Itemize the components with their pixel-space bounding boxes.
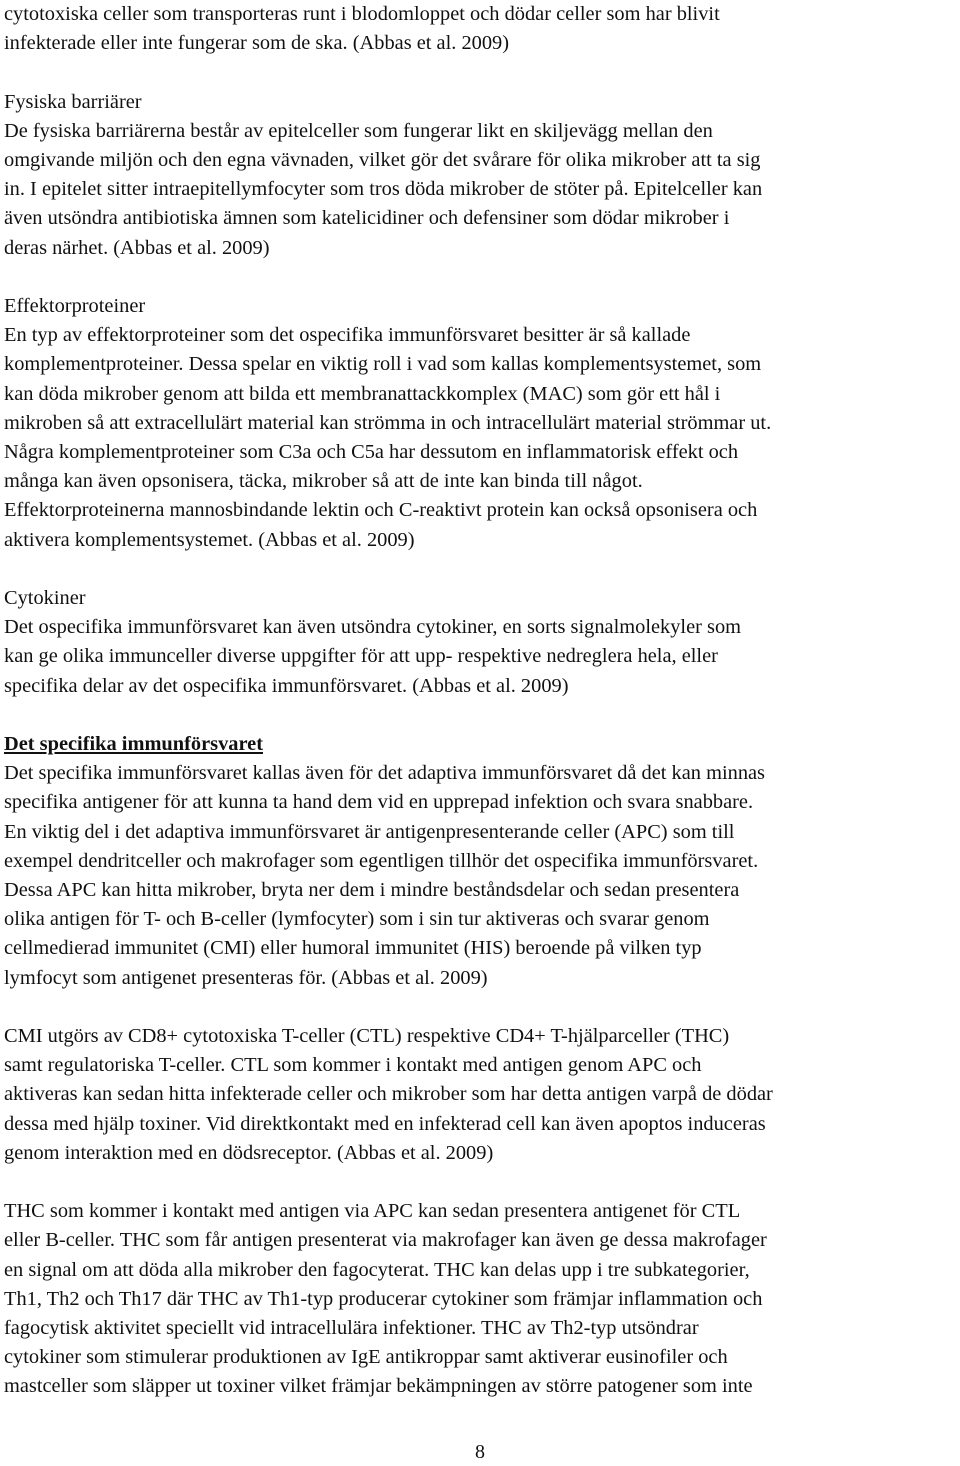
section-heading: Cytokiner: [4, 587, 86, 610]
text-line: deras närhet. (Abbas et al. 2009): [4, 236, 270, 259]
text-line: genom interaktion med en dödsreceptor. (Abbas et al. 2009): [4, 1141, 494, 1164]
text-line: mastceller som släpper ut toxiner vilket främjar bekämpningen av större patogener som inte: [4, 1375, 753, 1398]
section-heading: Effektorproteiner: [4, 295, 146, 317]
text-line: En typ av effektorproteiner som det ospecifika immunförsvaret besitter är så kallade: [4, 324, 691, 347]
text-line: omgivande miljön och den egna vävnaden, vilket gör det svårare för olika mikrober att ta sig: [4, 149, 761, 171]
text-line: fagocytisk aktivitet speciellt vid intracellulära infektioner. THC av Th2-typ utsöndrar: [4, 1317, 699, 1340]
text-line: kan döda mikrober genom att bilda ett membranattackkomplex (MAC) som gör ett hål i: [4, 382, 721, 405]
text-line: exempel dendritceller och makrofager som egentligen tillhör det ospecifika immunförsvaret.: [4, 849, 759, 872]
text-line: många kan även opsonisera, täcka, mikrober så att de inte kan binda till något.: [4, 470, 643, 493]
text-line: samt regulatoriska T-celler. CTL som kommer i kontakt med antigen genom APC och: [4, 1054, 702, 1077]
text-line: THC som kommer i kontakt med antigen via APC kan sedan presentera antigenet för CTL: [4, 1200, 741, 1223]
text-line: även utsöndra antibiotiska ämnen som katelicidiner och defensiner som dödar mikrober i: [4, 207, 730, 230]
section-effektorproteiner: [4, 292, 956, 555]
section-cytokiner: [4, 584, 956, 701]
text-line: olika antigen för T- och B-celler (lymfocyter) som i sin tur aktiveras och svarar genom: [4, 908, 710, 931]
intro-paragraph: [4, 0, 956, 58]
text-line: specifika delar av det ospecifika immunförsvaret. (Abbas et al. 2009): [4, 674, 569, 697]
text-line: lymfocyt som antigenet presenteras för. (Abbas et al. 2009): [4, 966, 488, 989]
paragraph-gap: [4, 701, 956, 730]
text-line: komplementproteiner. Dessa spelar en viktig roll i vad som kallas komplementsystemet, som: [4, 353, 762, 376]
text-line: Dessa APC kan hitta mikrober, bryta ner dem i mindre beståndsdelar och sedan presentera: [4, 879, 740, 902]
text-line: cellmedierad immunitet (CMI) eller humoral immunitet (HIS) beroende på vilken typ: [4, 937, 702, 960]
text-line: specifika antigener för att kunna ta hand dem vid en upprepad infektion och svara snabbare.: [4, 791, 754, 814]
paragraph-cmi: [4, 1022, 956, 1168]
text-line: De fysiska barriärerna består av epitelceller som fungerar likt en skiljevägg mellan den: [4, 119, 713, 142]
text-line: Effektorproteinerna mannosbindande lektin och C-reaktivt protein kan också opsonisera och: [4, 499, 758, 522]
paragraph-gap: [4, 1168, 956, 1197]
text-line: Th1, Th2 och Th17 där THC av Th1-typ producerar cytokiner som främjar inflammation och: [4, 1287, 763, 1310]
text-line: infekterade eller inte fungerar som de ska. (Abbas et al. 2009): [4, 32, 510, 55]
text-line: eller B-celler. THC som får antigen presenterat via makrofager kan även ge dessa makrofager: [4, 1229, 767, 1252]
paragraph-gap: [4, 555, 956, 584]
text-line: en signal om att döda alla mikrober den fagocyterat. THC kan delas upp i tre subkategorier,: [4, 1258, 750, 1281]
text-line: mikroben så att extracellulärt material kan strömma in och intracellulärt material strömmar ut.: [4, 411, 772, 434]
paragraph-gap: [4, 993, 956, 1022]
section-specifika-immunforsvaret: [4, 730, 956, 993]
text-line: aktiveras kan sedan hitta infekterade celler och mikrober som har detta antigen varpå de dödar: [4, 1083, 773, 1106]
text-line: cytokiner som stimulerar produktionen av IgE antikroppar samt aktiverar eusinofiler och: [4, 1346, 728, 1369]
paragraph-gap: [4, 58, 956, 87]
text-line: cytotoxiska celler som transporteras runt i blodomloppet och dödar celler som har blivit: [4, 3, 720, 25]
section-heading-bold: Det specifika immunförsvaret: [4, 733, 263, 756]
paragraph-gap: [4, 263, 956, 292]
text-line: aktivera komplementsystemet. (Abbas et al. 2009): [4, 528, 415, 551]
text-line: Några komplementproteiner som C3a och C5a har dessutom en inflammatorisk effekt och: [4, 441, 739, 464]
text-line: dessa med hjälp toxiner. Vid direktkontakt med en infekterad cell kan även apoptos induceras: [4, 1112, 766, 1135]
text-line: CMI utgörs av CD8+ cytotoxiska T-celler (CTL) respektive CD4+ T-hjälparceller (THC): [4, 1025, 730, 1048]
page-number: 8: [475, 1441, 485, 1463]
text-line: in. I epitelet sitter intraepitellymfocyter som tros döda mikrober de stöter på. Epitelceller kan: [4, 178, 763, 201]
section-fysiska-barriarer: [4, 88, 956, 263]
document-page: [4, 0, 956, 1402]
section-heading: Fysiska barriärer: [4, 90, 142, 113]
text-line: kan ge olika immunceller diverse uppgifter för att upp- respektive nedreglera hela, eller: [4, 645, 718, 668]
text-line: Det ospecifika immunförsvaret kan även utsöndra cytokiner, en sorts signalmolekyler som: [4, 616, 742, 639]
paragraph-thc: [4, 1197, 956, 1401]
text-line: Det specifika immunförsvaret kallas även för det adaptiva immunförsvaret då det kan minnas: [4, 762, 765, 785]
text-line: En viktig del i det adaptiva immunförsvaret är antigenpresenterande celler (APC) som till: [4, 820, 735, 843]
